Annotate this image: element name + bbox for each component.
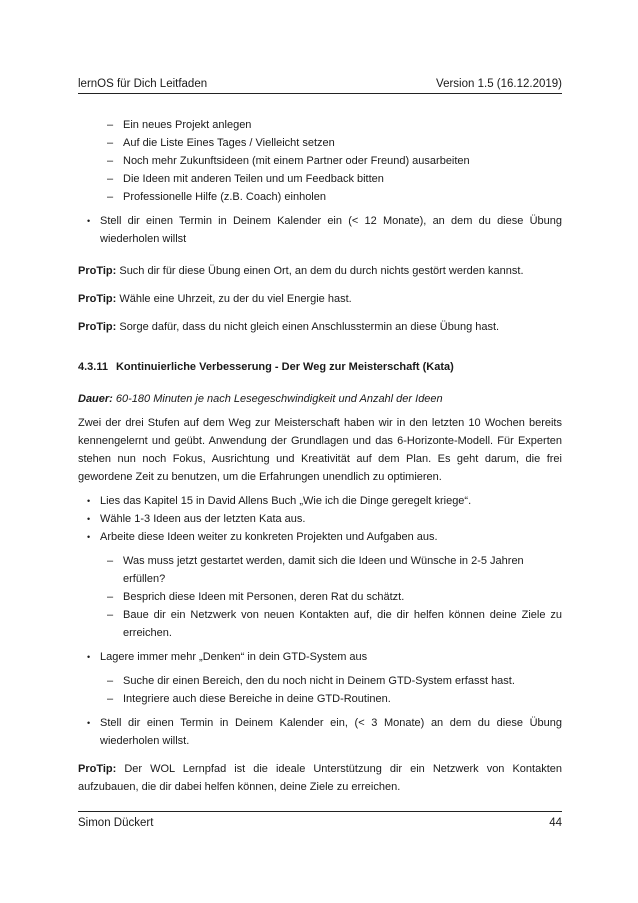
header-title: lernOS für Dich Leitfaden [78,78,208,90]
page-header [78,78,562,94]
protip-text: Sorge dafür, dass du nicht gleich einen Anschlusstermin an diese Übung hast. [116,321,500,333]
list-item: – Noch mehr Zukunftsideen (mit einem Partner oder Freund) ausarbeiten [78,152,562,170]
list-item: – Die Ideen mit anderen Teilen und um Feedback bitten [78,170,562,188]
protip-label: ProTip: [78,763,117,775]
list-item: • Wähle 1-3 Ideen aus der letzten Kata aus. [78,510,562,528]
top-sublist [78,116,562,206]
list-item: • Arbeite diese Ideen weiter zu konkreten Projekten und Aufgaben aus. [78,528,562,546]
protip-text: Der WOL Lernpfad ist die ideale Unterstützung dir ein Netzwerk von Kontakten aufzubauen, die dir dabei helfen können, deine Ziele zu erreichen. [78,763,562,793]
protip-text: Such dir für diese Übung einen Ort, an dem du durch nichts gestört werden kannst. [116,265,524,277]
list-item: – Baue dir ein Netzwerk von neuen Kontakten auf, die dir helfen können deine Ziele zu erreichen. [78,606,562,642]
list-item: • Lagere immer mehr „Denken“ in dein GTD-System aus [78,648,562,666]
list-item: • Stell dir einen Termin in Deinem Kalender ein, (< 3 Monate) an dem du diese Übung wiederholen willst. [78,714,562,750]
list-item: – Ein neues Projekt anlegen [78,116,562,134]
duration-text: 60-180 Minuten je nach Lesegeschwindigkeit und Anzahl der Ideen [112,393,443,405]
protip-paragraph [78,262,562,280]
section-number: 4.3.11 [78,361,108,373]
sublist-a [78,552,562,642]
protip-paragraph [78,290,562,308]
sublist-b [78,672,562,708]
protip-paragraph [78,760,562,796]
protip-label: ProTip: [78,293,117,305]
page-number: 44 [549,817,562,829]
protip-paragraph [78,318,562,336]
bullets-a [78,492,562,546]
list-item: – Integriere auch diese Bereiche in deine GTD-Routinen. [78,690,562,708]
section-heading [78,358,562,376]
page-footer [78,811,562,829]
list-item: • Stell dir einen Termin in Deinem Kalender ein (< 12 Monate), an dem du diese Übung wiederholen willst [78,212,562,248]
page-content [78,116,562,796]
bullets-c [78,714,562,750]
list-item: – Suche dir einen Bereich, den du noch nicht in Deinem GTD-System erfasst hast. [78,672,562,690]
duration-line [78,390,562,408]
duration-label: Dauer: [78,393,113,405]
protip-label: ProTip: [78,321,117,333]
bullets-b [78,648,562,666]
list-item: – Auf die Liste Eines Tages / Vielleicht setzen [78,134,562,152]
list-item: – Besprich diese Ideen mit Personen, deren Rat du schätzt. [78,588,562,606]
footer-author: Simon Dückert [78,817,154,829]
protip-text: Wähle eine Uhrzeit, zu der du viel Energie hast. [116,293,352,305]
list-item: – Was muss jetzt gestartet werden, damit sich die Ideen und Wünsche in 2-5 Jahren erfüllen? [78,552,562,588]
list-item: – Professionelle Hilfe (z.B. Coach) einholen [78,188,562,206]
header-version: Version 1.5 (16.12.2019) [436,78,562,90]
list-item: • Lies das Kapitel 15 in David Allens Buch „Wie ich die Dinge geregelt kriege“. [78,492,562,510]
top-bullets [78,212,562,248]
protip-label: ProTip: [78,265,117,277]
section-title: Kontinuierliche Verbesserung - Der Weg zur Meisterschaft (Kata) [115,361,454,373]
intro-paragraph: Zwei der drei Stufen auf dem Weg zur Meisterschaft haben wir in den letzten 10 Wochen bereits kennengelernt und geübt. Anwendung der Grundlagen und das 6-Horizonte-Modell. Für Experten stehen nun noch Fokus, Ausrichtung und Kreativität auf dem Plan. Es geht darum, die frei gewordene Zeit zu benutzen, um die Erfahrungen unendlich zu optimieren. [78,417,562,483]
